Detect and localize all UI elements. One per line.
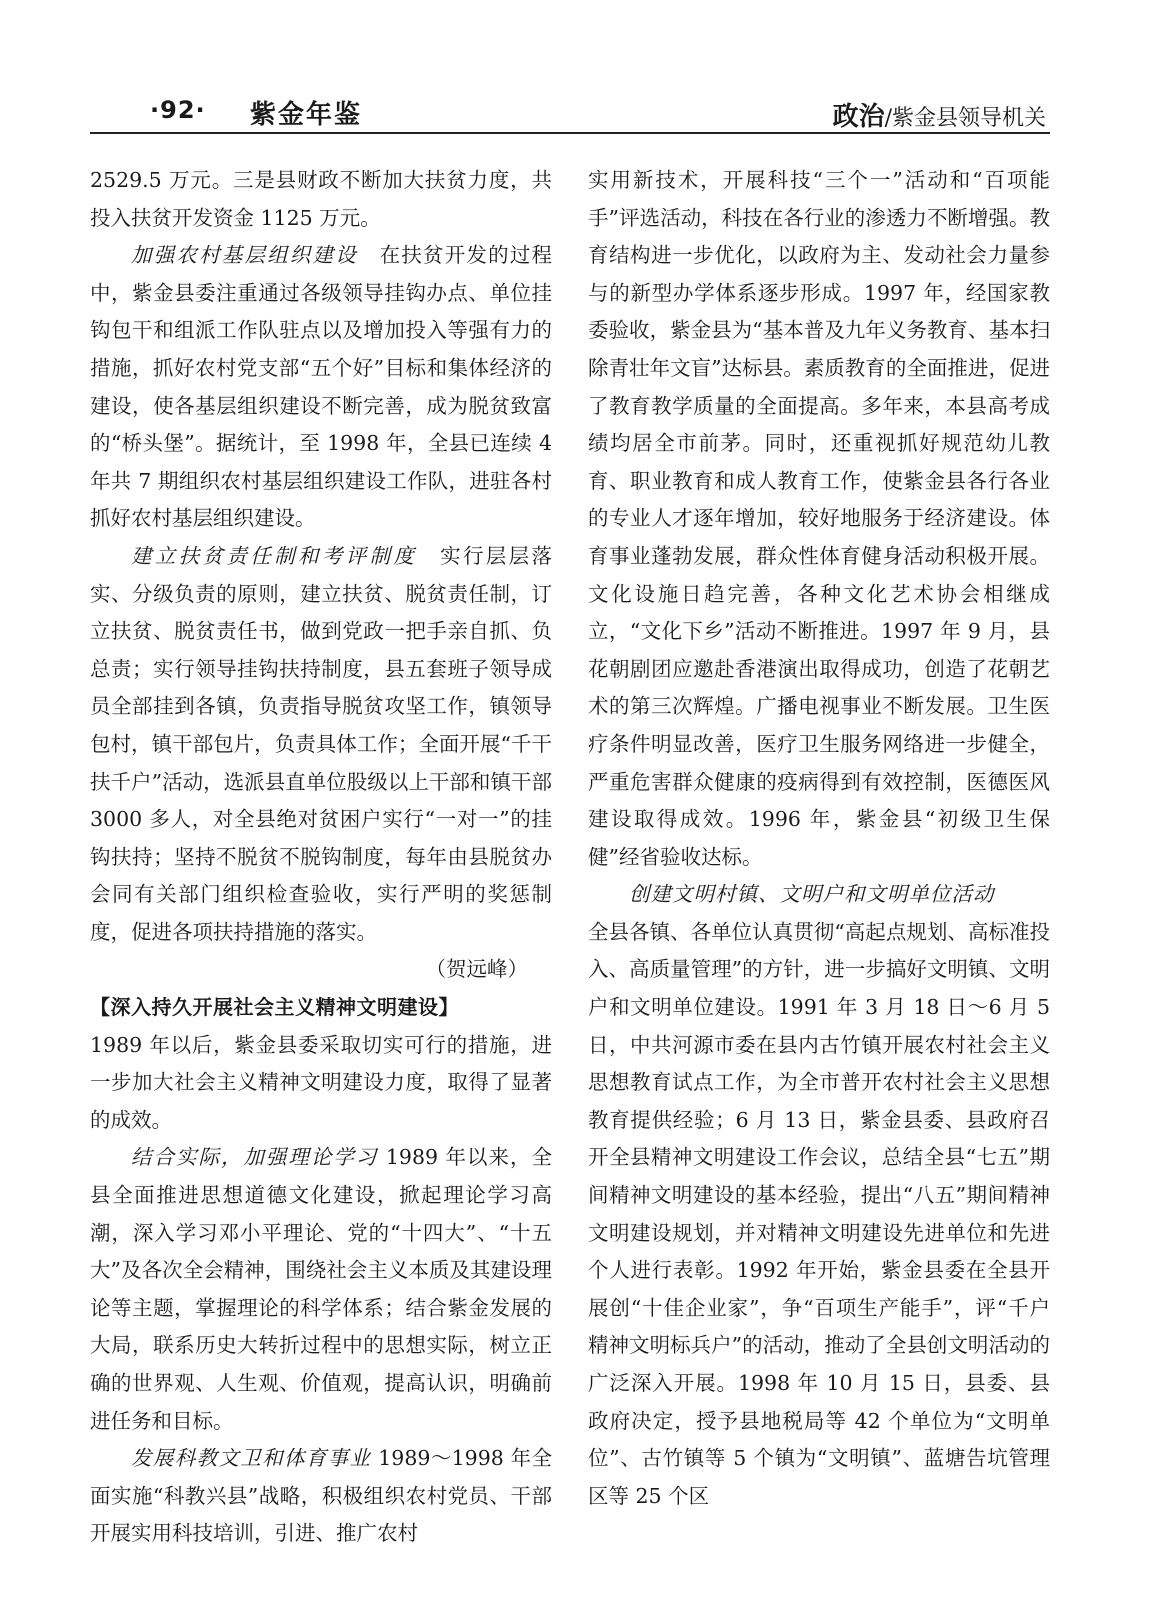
paragraph-body: 实行层层落实、分级负责的原则，建立扶贫、脱贫责任制，订立扶贫、脱贫责任书，做到党政一把手亲自抓、负总责；实行领导挂钩扶持制度，县五套班子领导成员全部挂到各镇，负责指导脱贫攻坚工作，镇领导包村，镇干部包片，负责具体工作；全面开展“千干扶千户”活动，选派县直单位股级以上干部和镇干部 3000 多人，对全县绝对贫困户实行“一对一”的挂钩扶持；坚持不脱贫不脱钩制度，每年由县脱贫办会同有关部门组织检查验收，实行严明的奖惩制度，促进各项扶持措施的落实。: [90, 543, 552, 944]
subsection-title: 建立扶贫责任制和考评制度: [131, 543, 418, 568]
section-major: 政治: [832, 102, 885, 132]
page-number: ·92·: [150, 96, 206, 124]
subsection-title: 加强农村基层组织建设: [131, 243, 358, 268]
paragraph-body: 1989 年以来，全县全面推进思想道德文化建设，掀起理论学习高潮，深入学习邓小平理论、党的“十四大”、“十五大”及各次全会精神，围绕社会主义本质及其建设理论等主题，掌握理论的科学体系；结合紫金发展的大局，联系历史大转折过程中的思想实际，树立正确的世界观、人生观、价值观，提高认识，明确前进任务和目标。: [90, 1145, 552, 1433]
yearbook-title: 紫金年鉴: [250, 100, 363, 130]
right-column: [588, 162, 1050, 1592]
paragraph: 1989 年以后，紫金县委采取切实可行的措施，进一步加大社会主义精神文明建设力度，取得了显著的成效。: [90, 1032, 552, 1132]
header-rule: [90, 132, 1050, 134]
paragraph: [588, 876, 1050, 1515]
subsection-title: 发展科教文卫和体育事业: [131, 1446, 372, 1471]
subsection-title: 结合实际，加强理论学习: [131, 1145, 379, 1170]
paragraph-body: 在扶贫开发的过程中，紫金县委注重通过各级领导挂钩办点、单位挂钩包干和组派工作队驻点以及增加投入等强有力的措施，抓好农村党支部“五个好”目标和集体经济的建设，使各基层组织建设不断完善，成为脱贫致富的“桥头堡”。据统计，至 1998 年，全县已连续 4 年共 7 期组织农村基层组织建设工作队，进驻各村抓好农村基层组织建设。: [90, 243, 552, 531]
paragraph-body: 1989～1998 年全面实施“科教兴县”战略，积极组织农村党员、干部开展实用科技培训，引进、推广农村: [90, 1446, 552, 1546]
paragraph-body: 全县各镇、各单位认真贯彻“高起点规划、高标准投入、高质量管理”的方针，进一步搞好文明镇、文明户和文明单位建设。1991 年 3 月 18 日～6 月 5 日，中共河源市委在县内古竹镇开展农村社会主义思想教育试点工作，为全市普开农村社会主义思想教育提供经验；6 月 13 日，紫金县委、县政府召开全县精神文明建设工作会议，总结全县“七五”期间精神文明建设的基本经验，提出“八五”期间精神文明建设规划，并对精神文明建设先进单位和先进个人进行表彰。1992 年开始，紫金县委在全县开展创“十佳企业家”，争“百项生产能手”，评“千户精神文明标兵户”的活动，推动了全县创文明活动的广泛深入开展。1998 年 10 月 15 日，县委、县政府决定，授予县地税局等 42 个单位为“文明单位”、古竹镇等 5 个镇为“文明镇”、蓝塘告坑管理区等 25 个区: [588, 919, 1050, 1508]
section-title: [833, 96, 1046, 133]
paragraph: [90, 237, 552, 538]
article-heading: 【深入持久开展社会主义精神文明建设】: [90, 995, 459, 1020]
paragraph: [90, 1139, 552, 1440]
paragraph: [90, 538, 552, 952]
left-column: [90, 162, 552, 1592]
paragraph: 实用新技术，开展科技“三个一”活动和“百项能手”评选活动，科技在各行业的渗透力不断增强。教育结构进一步优化，以政府为主、发动社会力量参与的新型办学体系逐步形成。1997 年，经国家教委验收，紫金县为“基本普及九年义务教育、基本扫除青壮年文盲”达标县。素质教育的全面推进，促进了教育教学质量的全面提高。多年来，本县高考成绩均居全市前茅。同时，还重视抓好规范幼儿教育、职业教育和成人教育工作，使紫金县各行各业的专业人才逐年增加，较好地服务于经济建设。体育事业蓬勃发展，群众性体育健身活动积极开展。文化设施日趋完善，各种文化艺术协会相继成立，“文化下乡”活动不断推进。1997 年 9 月，县花朝剧团应邀赴香港演出取得成功，创造了花朝艺术的第三次辉煌。广播电视事业不断发展。卫生医疗条件明显改善，医疗卫生服务网络进一步健全，严重危害群众健康的疫病得到有效控制，医德医风建设取得成效。1996 年，紫金县“初级卫生保健”经省验收达标。: [588, 168, 1050, 869]
paragraph: [90, 1440, 552, 1553]
running-header: [90, 92, 1050, 132]
subsection-title: 创建文明村镇、文明户和文明单位活动: [629, 882, 995, 907]
paragraph: 2529.5 万元。三是县财政不断加大扶贫力度，共投入扶贫开发资金 1125 万元。: [90, 168, 552, 230]
author-credit: （贺远峰）: [425, 957, 528, 982]
section-minor: /紫金县领导机关: [884, 106, 1046, 131]
